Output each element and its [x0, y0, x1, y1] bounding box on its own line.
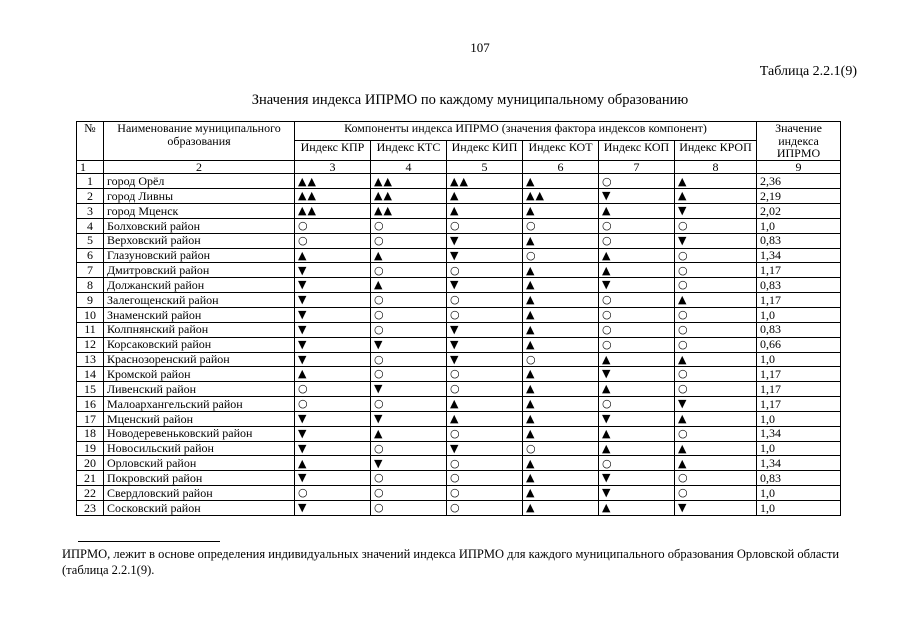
factor-kop-symbol: ▲ [599, 500, 675, 515]
row-number: 11 [77, 322, 104, 337]
table-row [77, 441, 841, 456]
ipmro-value: 0,66 [757, 337, 841, 352]
factor-krop-symbol: ○ [675, 337, 757, 352]
factor-kpr-symbol: ▼ [295, 352, 371, 367]
ipmro-value: 1,0 [757, 500, 841, 515]
factor-krop-symbol: ○ [675, 218, 757, 233]
row-number: 6 [77, 248, 104, 263]
factor-kop-symbol: ▲ [599, 204, 675, 219]
ipmro-value: 0,83 [757, 233, 841, 248]
factor-krop-symbol: ○ [675, 307, 757, 322]
municipality-name: город Мценск [104, 204, 295, 219]
factor-krop-symbol: ▲ [675, 411, 757, 426]
factor-kpr-symbol: ▲▲ [295, 204, 371, 219]
factor-krop-symbol: ○ [675, 471, 757, 486]
factor-krop-symbol: ○ [675, 322, 757, 337]
factor-kop-symbol: ▼ [599, 367, 675, 382]
municipality-name: Знаменский район [104, 307, 295, 322]
factor-kts-symbol: ▲▲ [371, 189, 447, 204]
municipality-name: Залегощенский район [104, 293, 295, 308]
factor-kot-symbol: ▲▲ [523, 189, 599, 204]
factor-kip-symbol: ○ [447, 456, 523, 471]
municipality-name: Должанский район [104, 278, 295, 293]
factor-kpr-symbol: ▼ [295, 307, 371, 322]
ipmro-value: 2,02 [757, 204, 841, 219]
header-kpr: Индекс КПР [295, 141, 371, 160]
factor-kop-symbol: ○ [599, 293, 675, 308]
column-index: 1 [77, 160, 104, 174]
ipmro-value: 1,17 [757, 367, 841, 382]
factor-krop-symbol: ○ [675, 486, 757, 501]
row-number: 19 [77, 441, 104, 456]
column-index: 5 [447, 160, 523, 174]
page-number: 107 [470, 40, 490, 55]
factor-kpr-symbol: ▲ [295, 367, 371, 382]
table-row [77, 471, 841, 486]
factor-kts-symbol: ○ [371, 397, 447, 412]
ipmro-value: 1,0 [757, 307, 841, 322]
table-row [77, 337, 841, 352]
municipality-name: Новодеревеньковский район [104, 426, 295, 441]
header-num: № [77, 122, 104, 161]
table-row [77, 411, 841, 426]
ipmro-value: 1,34 [757, 426, 841, 441]
factor-kts-symbol: ○ [371, 307, 447, 322]
row-number: 15 [77, 382, 104, 397]
factor-kpr-symbol: ○ [295, 218, 371, 233]
factor-kot-symbol: ▲ [523, 307, 599, 322]
column-index: 9 [757, 160, 841, 174]
factor-krop-symbol: ○ [675, 263, 757, 278]
factor-krop-symbol: ▲ [675, 352, 757, 367]
footnote-divider [78, 541, 220, 542]
header-components: Компоненты индекса ИПРМО (значения фактора индексов компонент) [295, 122, 757, 141]
factor-krop-symbol: ○ [675, 426, 757, 441]
factor-kop-symbol: ▼ [599, 189, 675, 204]
factor-kip-symbol: ○ [447, 263, 523, 278]
factor-kot-symbol: ▲ [523, 322, 599, 337]
factor-kot-symbol: ▲ [523, 278, 599, 293]
factor-kip-symbol: ○ [447, 471, 523, 486]
table-row [77, 486, 841, 501]
row-number: 21 [77, 471, 104, 486]
column-index: 8 [675, 160, 757, 174]
factor-kop-symbol: ▼ [599, 278, 675, 293]
factor-kpr-symbol: ▼ [295, 263, 371, 278]
row-number: 9 [77, 293, 104, 308]
factor-kpr-symbol: ▼ [295, 337, 371, 352]
factor-kop-symbol: ▲ [599, 382, 675, 397]
factor-kop-symbol: ▲ [599, 263, 675, 278]
municipality-name: Ливенский район [104, 382, 295, 397]
factor-kop-symbol: ▲ [599, 426, 675, 441]
header-kot: Индекс КОТ [523, 141, 599, 160]
factor-kpr-symbol: ▼ [295, 426, 371, 441]
factor-kpr-symbol: ○ [295, 382, 371, 397]
row-number: 10 [77, 307, 104, 322]
ipmro-value: 1,0 [757, 486, 841, 501]
column-index: 4 [371, 160, 447, 174]
factor-kpr-symbol: ▲▲ [295, 174, 371, 189]
table-row [77, 293, 841, 308]
table-label: Таблица 2.2.1(9) [759, 64, 857, 79]
ipmro-value: 0,83 [757, 278, 841, 293]
factor-krop-symbol: ▲ [675, 189, 757, 204]
row-number: 12 [77, 337, 104, 352]
header-krop: Индекс КРОП [675, 141, 757, 160]
factor-kop-symbol: ○ [599, 218, 675, 233]
row-number: 17 [77, 411, 104, 426]
table-row [77, 322, 841, 337]
factor-kot-symbol: ○ [523, 441, 599, 456]
factor-kot-symbol: ▲ [523, 397, 599, 412]
factor-kip-symbol: ▼ [447, 278, 523, 293]
table-row [77, 426, 841, 441]
factor-kts-symbol: ○ [371, 322, 447, 337]
factor-kip-symbol: ▼ [447, 337, 523, 352]
row-number: 8 [77, 278, 104, 293]
factor-kot-symbol: ○ [523, 352, 599, 367]
column-index: 7 [599, 160, 675, 174]
factor-kip-symbol: ○ [447, 486, 523, 501]
factor-krop-symbol: ▼ [675, 233, 757, 248]
factor-kop-symbol: ○ [599, 337, 675, 352]
factor-kip-symbol: ▲ [447, 204, 523, 219]
ipmro-value: 1,0 [757, 411, 841, 426]
table-row [77, 233, 841, 248]
row-number: 7 [77, 263, 104, 278]
factor-kip-symbol: ▼ [447, 233, 523, 248]
municipality-name: Покровский район [104, 471, 295, 486]
municipality-name: Дмитровский район [104, 263, 295, 278]
factor-kpr-symbol: ▲▲ [295, 189, 371, 204]
column-index-row [77, 160, 841, 174]
row-number: 14 [77, 367, 104, 382]
factor-kip-symbol: ▼ [447, 248, 523, 263]
row-number: 2 [77, 189, 104, 204]
factor-krop-symbol: ▲ [675, 456, 757, 471]
municipality-name: Колпнянский район [104, 322, 295, 337]
table-row [77, 218, 841, 233]
column-index: 3 [295, 160, 371, 174]
header-value: Значение индекса ИПРМО [757, 122, 841, 161]
row-number: 22 [77, 486, 104, 501]
factor-krop-symbol: ▲ [675, 441, 757, 456]
table-row [77, 397, 841, 412]
factor-kip-symbol: ○ [447, 500, 523, 515]
municipality-name: Свердловский район [104, 486, 295, 501]
ipmro-value: 1,0 [757, 218, 841, 233]
table-row [77, 382, 841, 397]
factor-krop-symbol: ▲ [675, 293, 757, 308]
factor-kts-symbol: ▲▲ [371, 204, 447, 219]
factor-kop-symbol: ▼ [599, 471, 675, 486]
factor-kot-symbol: ▲ [523, 411, 599, 426]
factor-kop-symbol: ○ [599, 322, 675, 337]
factor-kts-symbol: ▲ [371, 278, 447, 293]
factor-kot-symbol: ▲ [523, 204, 599, 219]
row-number: 5 [77, 233, 104, 248]
factor-kts-symbol: ▼ [371, 411, 447, 426]
document-title: Значения индекса ИПРМО по каждому муниципальному образованию [251, 92, 689, 108]
factor-kop-symbol: ○ [599, 307, 675, 322]
ipmro-value: 1,17 [757, 382, 841, 397]
table-row [77, 263, 841, 278]
factor-krop-symbol: ○ [675, 367, 757, 382]
factor-kpr-symbol: ○ [295, 486, 371, 501]
factor-kpr-symbol: ○ [295, 233, 371, 248]
factor-kot-symbol: ▲ [523, 426, 599, 441]
factor-kot-symbol: ▲ [523, 486, 599, 501]
header-kip: Индекс КИП [447, 141, 523, 160]
factor-kts-symbol: ○ [371, 233, 447, 248]
municipality-name: Кромской район [104, 367, 295, 382]
factor-kot-symbol: ▲ [523, 456, 599, 471]
footnote: ИПРМО, лежит в основе определения индивидуальных значений индекса ИПРМО для каждого муниципального образования Орловской области (таблица 2.2.1(9). [62, 547, 840, 577]
ipmro-value: 1,0 [757, 352, 841, 367]
factor-krop-symbol: ○ [675, 248, 757, 263]
factor-kop-symbol: ○ [599, 174, 675, 189]
factor-kip-symbol: ▲▲ [447, 174, 523, 189]
ipmro-value: 2,36 [757, 174, 841, 189]
factor-krop-symbol: ○ [675, 382, 757, 397]
factor-kts-symbol: ○ [371, 471, 447, 486]
ipmro-value: 1,34 [757, 456, 841, 471]
table-row [77, 189, 841, 204]
municipality-name: Новосильский район [104, 441, 295, 456]
ipmro-value: 2,19 [757, 189, 841, 204]
factor-kts-symbol: ○ [371, 293, 447, 308]
factor-kpr-symbol: ▼ [295, 322, 371, 337]
factor-kts-symbol: ▼ [371, 337, 447, 352]
factor-kpr-symbol: ▼ [295, 500, 371, 515]
municipality-name: Краснозоренский район [104, 352, 295, 367]
table-row [77, 204, 841, 219]
factor-kop-symbol: ○ [599, 233, 675, 248]
factor-kot-symbol: ○ [523, 248, 599, 263]
municipality-name: Корсаковский район [104, 337, 295, 352]
factor-kip-symbol: ▲ [447, 397, 523, 412]
factor-kot-symbol: ▲ [523, 337, 599, 352]
factor-kop-symbol: ▲ [599, 352, 675, 367]
factor-kip-symbol: ○ [447, 307, 523, 322]
factor-kot-symbol: ▲ [523, 367, 599, 382]
ipmro-value: 0,83 [757, 322, 841, 337]
factor-kop-symbol: ○ [599, 456, 675, 471]
factor-kot-symbol: ▲ [523, 263, 599, 278]
factor-kts-symbol: ▲▲ [371, 174, 447, 189]
municipality-name: Мценский район [104, 411, 295, 426]
factor-kot-symbol: ▲ [523, 233, 599, 248]
table-row [77, 367, 841, 382]
factor-kop-symbol: ▼ [599, 486, 675, 501]
factor-kpr-symbol: ▲ [295, 248, 371, 263]
ipmro-value: 1,34 [757, 248, 841, 263]
factor-krop-symbol: ▼ [675, 397, 757, 412]
row-number: 4 [77, 218, 104, 233]
factor-kip-symbol: ▼ [447, 441, 523, 456]
factor-kot-symbol: ○ [523, 218, 599, 233]
factor-kts-symbol: ○ [371, 486, 447, 501]
factor-kop-symbol: ▲ [599, 441, 675, 456]
factor-kpr-symbol: ○ [295, 397, 371, 412]
factor-kts-symbol: ▲ [371, 248, 447, 263]
factor-kts-symbol: ○ [371, 500, 447, 515]
municipality-name: Сосковский район [104, 500, 295, 515]
municipality-name: Верховский район [104, 233, 295, 248]
municipality-name: город Ливны [104, 189, 295, 204]
ipmro-table [76, 121, 841, 516]
ipmro-value: 0,83 [757, 471, 841, 486]
factor-kts-symbol: ▲ [371, 426, 447, 441]
factor-kot-symbol: ▲ [523, 174, 599, 189]
row-number: 1 [77, 174, 104, 189]
table-row [77, 307, 841, 322]
factor-kts-symbol: ○ [371, 352, 447, 367]
factor-kts-symbol: ○ [371, 367, 447, 382]
municipality-name: Орловский район [104, 456, 295, 471]
row-number: 20 [77, 456, 104, 471]
factor-kpr-symbol: ▼ [295, 278, 371, 293]
factor-kpr-symbol: ▼ [295, 441, 371, 456]
factor-kts-symbol: ▼ [371, 382, 447, 397]
factor-kts-symbol: ○ [371, 441, 447, 456]
factor-kot-symbol: ▲ [523, 500, 599, 515]
table-row [77, 352, 841, 367]
factor-kpr-symbol: ▼ [295, 411, 371, 426]
factor-krop-symbol: ○ [675, 278, 757, 293]
factor-kip-symbol: ○ [447, 426, 523, 441]
factor-kip-symbol: ▲ [447, 189, 523, 204]
factor-kts-symbol: ○ [371, 263, 447, 278]
table-row [77, 248, 841, 263]
factor-kip-symbol: ○ [447, 382, 523, 397]
row-number: 18 [77, 426, 104, 441]
factor-kot-symbol: ▲ [523, 293, 599, 308]
table-row [77, 278, 841, 293]
factor-kts-symbol: ▼ [371, 456, 447, 471]
header-name: Наименование муниципального образования [104, 122, 295, 161]
table-row [77, 174, 841, 189]
factor-kop-symbol: ▲ [599, 248, 675, 263]
factor-kot-symbol: ▲ [523, 471, 599, 486]
factor-krop-symbol: ▼ [675, 204, 757, 219]
row-number: 16 [77, 397, 104, 412]
factor-kip-symbol: ○ [447, 218, 523, 233]
ipmro-value: 1,17 [757, 397, 841, 412]
municipality-name: Малоархангельский район [104, 397, 295, 412]
municipality-name: город Орёл [104, 174, 295, 189]
factor-krop-symbol: ▼ [675, 500, 757, 515]
table-row [77, 456, 841, 471]
factor-kpr-symbol: ▲ [295, 456, 371, 471]
header-kts: Индекс КТС [371, 141, 447, 160]
factor-kts-symbol: ○ [371, 218, 447, 233]
factor-kip-symbol: ○ [447, 367, 523, 382]
factor-kip-symbol: ▲ [447, 411, 523, 426]
row-number: 23 [77, 500, 104, 515]
row-number: 13 [77, 352, 104, 367]
column-index: 2 [104, 160, 295, 174]
factor-kip-symbol: ○ [447, 293, 523, 308]
column-index: 6 [523, 160, 599, 174]
factor-kip-symbol: ▼ [447, 322, 523, 337]
factor-kpr-symbol: ▼ [295, 471, 371, 486]
factor-kot-symbol: ▲ [523, 382, 599, 397]
ipmro-value: 1,17 [757, 263, 841, 278]
municipality-name: Глазуновский район [104, 248, 295, 263]
row-number: 3 [77, 204, 104, 219]
ipmro-value: 1,0 [757, 441, 841, 456]
factor-kpr-symbol: ▼ [295, 293, 371, 308]
ipmro-value: 1,17 [757, 293, 841, 308]
header-kop: Индекс КОП [599, 141, 675, 160]
factor-kop-symbol: ○ [599, 397, 675, 412]
municipality-name: Болховский район [104, 218, 295, 233]
table-row [77, 500, 841, 515]
factor-kop-symbol: ▼ [599, 411, 675, 426]
factor-kip-symbol: ▼ [447, 352, 523, 367]
factor-krop-symbol: ▲ [675, 174, 757, 189]
